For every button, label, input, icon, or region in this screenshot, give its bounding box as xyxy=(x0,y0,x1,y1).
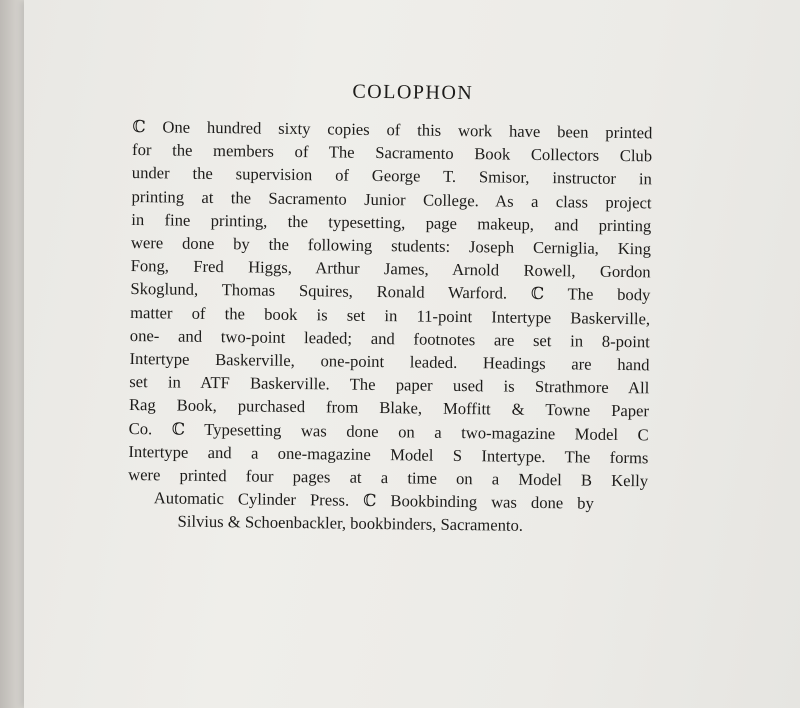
book-gutter-shadow xyxy=(0,0,24,708)
colophon-line: were done by the following students: Joseph Cerniglia, King xyxy=(130,233,652,259)
colophon-line: in fine printing, the typesetting, page makeup, and printing xyxy=(131,209,652,236)
colophon-line: Skoglund, Thomas Squires, Ronald Warford. ℂ The body xyxy=(130,279,651,305)
colophon-line: under the supervision of George T. Smisor, instructor in xyxy=(131,163,652,189)
colophon-title: COLOPHON xyxy=(352,80,474,105)
colophon-line: printing at the Sacramento Junior College. As a class project xyxy=(131,186,652,212)
colophon-line: set in ATF Baskerville. The paper used is Strathmore All xyxy=(129,372,650,398)
colophon-line: Fong, Fred Higgs, Arthur James, Arnold Rowell, Gordon xyxy=(130,256,651,282)
colophon-line: Automatic Cylinder Press. ℂ Bookbinding was done by xyxy=(153,488,594,513)
colophon-line: Intertype and a one-magazine Model S Intertype. The forms xyxy=(128,441,649,468)
colophon-line: Silvius & Schoenbackler, bookbinders, Sacramento. xyxy=(177,512,524,536)
colophon-line: ℂ One hundred sixty copies of this work have been printed xyxy=(132,116,653,143)
colophon-line: Intertype Baskerville, one-point leaded. Headings are hand xyxy=(129,349,650,375)
colophon-text-block xyxy=(127,78,653,539)
colophon-line: matter of the book is set in 11-point Intertype Baskerville, xyxy=(130,302,651,328)
colophon-line: for the members of The Sacramento Book Collectors Club xyxy=(132,140,653,166)
colophon-line: Co. ℂ Typesetting was done on a two-magazine Model C xyxy=(128,418,649,444)
colophon-line: were printed four pages at a time on a Model B Kelly xyxy=(128,465,649,491)
colophon-line: Rag Book, purchased from Blake, Moffitt & Towne Paper xyxy=(128,395,650,421)
colophon-line: one- and two-point leaded; and footnotes are set in 8-point xyxy=(129,325,650,352)
